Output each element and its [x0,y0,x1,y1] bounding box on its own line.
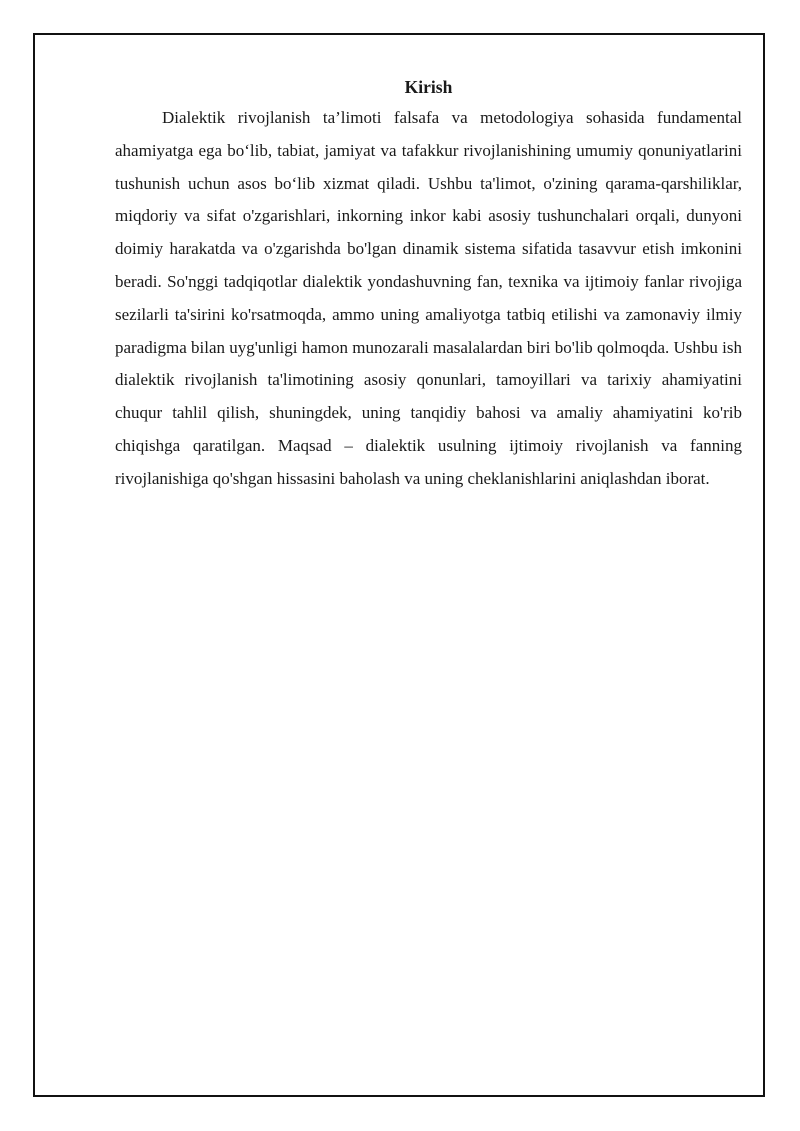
intro-paragraph: Dialektik rivojlanish ta’limoti falsafa va metodologiya sohasida fundamental ahamiyatga ega bo‘lib, tabiat, jamiyat va tafakkur rivojlanishining umumiy qonuniyatlarini tushunish uchun asos bo‘lib xizmat qiladi. Ushbu ta'limot, o'zining qarama-qarshiliklar, miqdoriy va sifat o'zgarishlari, inkorning inkor kabi asosiy tushunchalari orqali, dunyoni doimiy harakatda va o'zgarishda bo'lgan dinamik sistema sifatida tasavvur etish imkonini beradi. So'nggi tadqiqotlar dialektik yondashuvning fan, texnika va ijtimoiy fanlar rivojiga sezilarli ta'sirini ko'rsatmoqda, ammo uning amaliyotga tatbiq etilishi va zamonaviy ilmiy paradigma bilan uyg'unligi hamon munozarali masalalardan biri bo'lib qolmoqda. Ushbu ish dialektik rivojlanish ta'limotining asosiy qonunlari, tamoyillari va tarixiy ahamiyatini chuqur tahlil qilish, shuningdek, uning tanqidiy bahosi va amaliy ahamiyatini ko'rib chiqishga qaratilgan. Maqsad – dialektik usulning ijtimoiy rivojlanish va fanning rivojlanishiga qo'shgan hissasini baholash va uning cheklanishlarini aniqlashdan iborat. [115,108,742,488]
document-body [115,75,742,496]
document-title: Kirish [404,77,453,97]
